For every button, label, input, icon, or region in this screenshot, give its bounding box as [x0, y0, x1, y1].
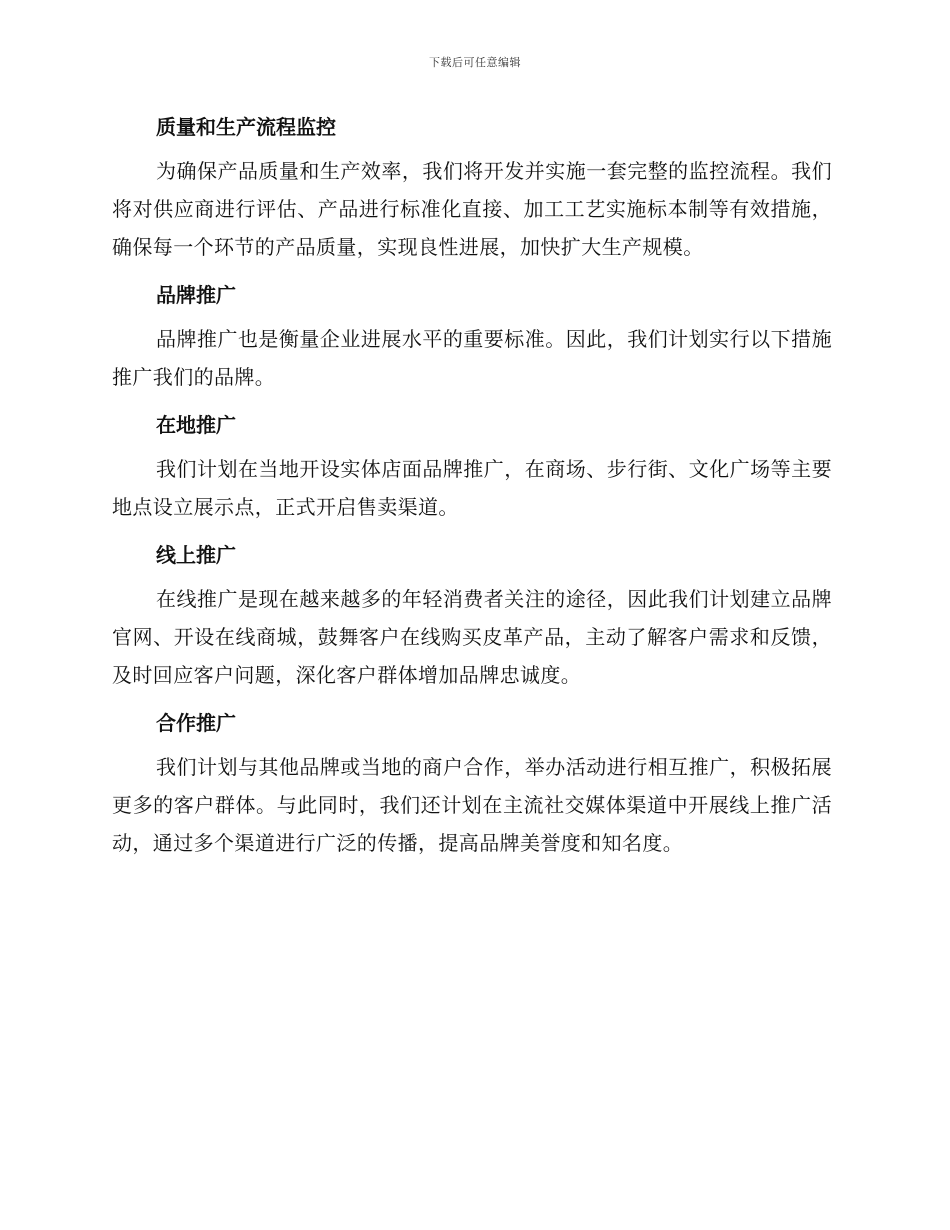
header-note: 下载后可任意编辑 [429, 56, 521, 69]
section-heading-cooperation-promotion: 合作推广 [156, 711, 236, 735]
section-body-quality: 为确保产品质量和生产效率，我们将开发并实施一套完整的监控流程。我们将对供应商进行评估、产品进行标准化直接、加工工艺实施标本制等有效措施，确保每一个环节的产品质量，实现良性进展，加快扩大生产规模。 [112, 159, 832, 259]
document-body [112, 108, 832, 872]
section-heading-local-promotion: 在地推广 [156, 413, 236, 437]
section-heading-brand-promotion: 品牌推广 [156, 283, 236, 307]
section-body-online-promotion: 在线推广是现在越来越多的年轻消费者关注的途径，因此我们计划建立品牌官网、开设在线商城，鼓舞客户在线购买皮革产品，主动了解客户需求和反馈，及时回应客户问题，深化客户群体增加品牌忠诚度。 [112, 587, 832, 687]
section-body-brand-promotion: 品牌推广也是衡量企业进展水平的重要标准。因此，我们计划实行以下措施推广我们的品牌。 [112, 327, 832, 389]
section-body-cooperation-promotion: 我们计划与其他品牌或当地的商户合作，举办活动进行相互推广，积极拓展更多的客户群体。与此同时，我们还计划在主流社交媒体渠道中开展线上推广活动，通过多个渠道进行广泛的传播，提高品牌美誉度和知名度。 [112, 755, 832, 855]
section-body-local-promotion: 我们计划在当地开设实体店面品牌推广，在商场、步行街、文化广场等主要地点设立展示点，正式开启售卖渠道。 [112, 457, 832, 519]
section-heading-quality: 质量和生产流程监控 [156, 115, 336, 139]
section-heading-online-promotion: 线上推广 [156, 543, 236, 567]
